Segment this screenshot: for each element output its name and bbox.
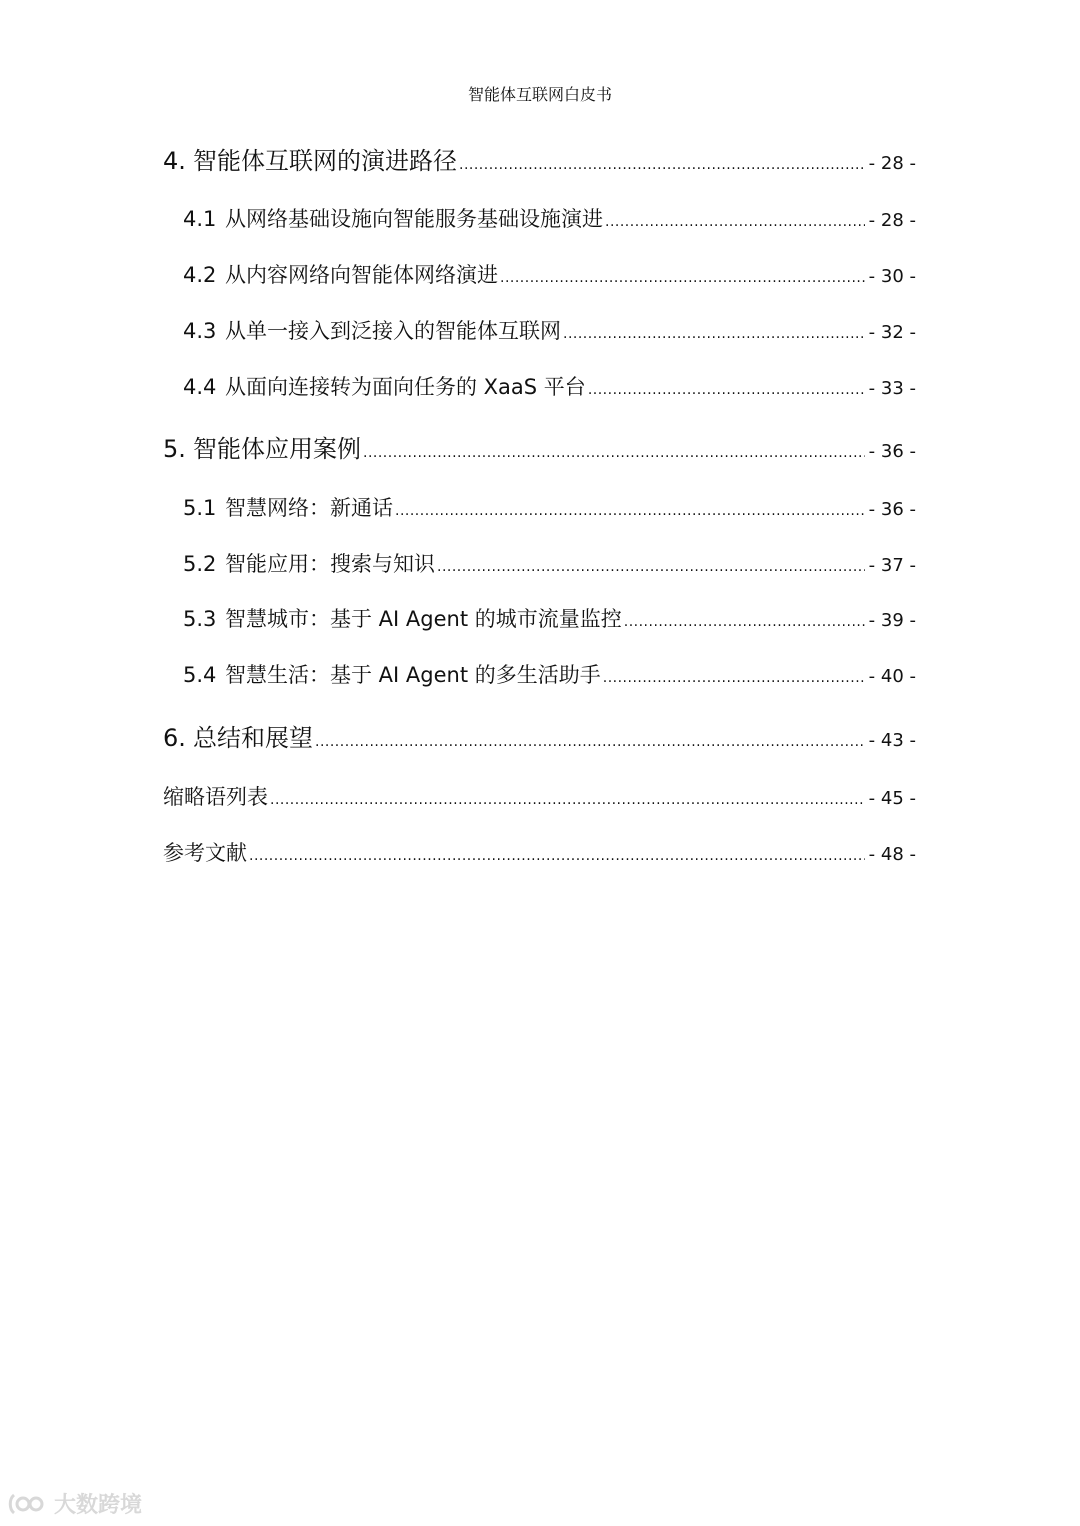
toc-entry-4-3[interactable] [183,315,916,345]
toc-entry-number: 5. [163,435,186,463]
toc-dot-leader [588,383,865,397]
toc-entry-6[interactable] [163,718,916,753]
toc-entry-5-3[interactable] [183,603,916,633]
toc-entry-page: - 32 - [868,322,916,343]
toc-entry-number: 4.3 [183,319,217,343]
toc-entry-4-1[interactable] [183,203,916,233]
toc-entry-5-2[interactable] [183,548,916,578]
toc-entry-4-4[interactable] [183,371,916,401]
watermark-text: 大数跨境 [54,1493,143,1518]
toc-dot-leader [500,271,865,285]
toc-dot-leader [315,735,865,749]
toc-entry-page: - 33 - [868,378,916,399]
toc-entry-page: - 36 - [868,441,916,462]
toc-entry-title: 参考文献 [163,841,247,865]
toc-entry-title: 缩略语列表 [163,785,268,809]
toc-entry-title: 从单一接入到泛接入的智能体互联网 [225,319,561,343]
toc-entry-page: - 28 - [868,210,916,231]
toc-entry-title: 从内容网络向智能体网络演进 [225,263,498,287]
toc-entry-page: - 45 - [868,788,916,809]
watermark-logo-icon [8,1491,48,1517]
toc-entry-number: 6. [163,724,186,752]
toc-dot-leader [395,504,865,518]
toc-dot-leader [603,671,865,685]
toc-entry-title: 智能体应用案例 [193,435,361,463]
toc-entry-references[interactable] [163,837,916,867]
toc-entry-number: 5.3 [183,607,217,631]
toc-entry-4-2[interactable] [183,259,916,289]
toc-entry-title: 智能体互联网的演进路径 [193,147,457,175]
toc-dot-leader [459,158,865,172]
toc-dot-leader [563,327,865,341]
toc-entry-page: - 36 - [868,499,916,520]
toc-entry-title: 从面向连接转为面向任务的 XaaS 平台 [225,375,586,399]
toc-entry-number: 4. [163,147,186,175]
toc-entry-title: 智能应用：搜索与知识 [225,552,435,576]
toc-entry-title: 总结和展望 [193,724,313,752]
toc-dot-leader [363,446,865,460]
toc-entry-number: 5.1 [183,496,217,520]
toc-dot-leader [624,615,865,629]
watermark [8,1488,142,1519]
toc-entry-5-4[interactable] [183,659,916,689]
toc-entry-page: - 39 - [868,610,916,631]
toc-entry-number: 5.4 [183,663,217,687]
toc-entry-number: 4.4 [183,375,217,399]
toc-entry-number: 4.2 [183,263,217,287]
toc-entry-abbreviations[interactable] [163,781,916,811]
toc-entry-title: 智慧生活：基于 AI Agent 的多生活助手 [225,663,601,687]
toc-dot-leader [270,793,865,807]
toc-entry-page: - 28 - [868,153,916,174]
toc-entry-title: 智慧网络：新通话 [225,496,393,520]
toc-dot-leader [437,560,865,574]
toc-entry-page: - 43 - [868,730,916,751]
toc-entry-title: 从网络基础设施向智能服务基础设施演进 [225,207,603,231]
toc-entry-page: - 30 - [868,266,916,287]
toc-entry-number: 5.2 [183,552,217,576]
toc-dot-leader [249,849,865,863]
toc-entry-page: - 40 - [868,666,916,687]
toc-entry-page: - 48 - [868,844,916,865]
toc-entry-4[interactable] [163,141,916,176]
page-header-title: 智能体互联网白皮书 [467,85,612,104]
toc-entry-5[interactable] [163,429,916,464]
toc-entry-5-1[interactable] [183,492,916,522]
toc-entry-page: - 37 - [868,555,916,576]
toc-dot-leader [605,215,865,229]
toc-entry-number: 4.1 [183,207,217,231]
toc-entry-title: 智慧城市：基于 AI Agent 的城市流量监控 [225,607,622,631]
